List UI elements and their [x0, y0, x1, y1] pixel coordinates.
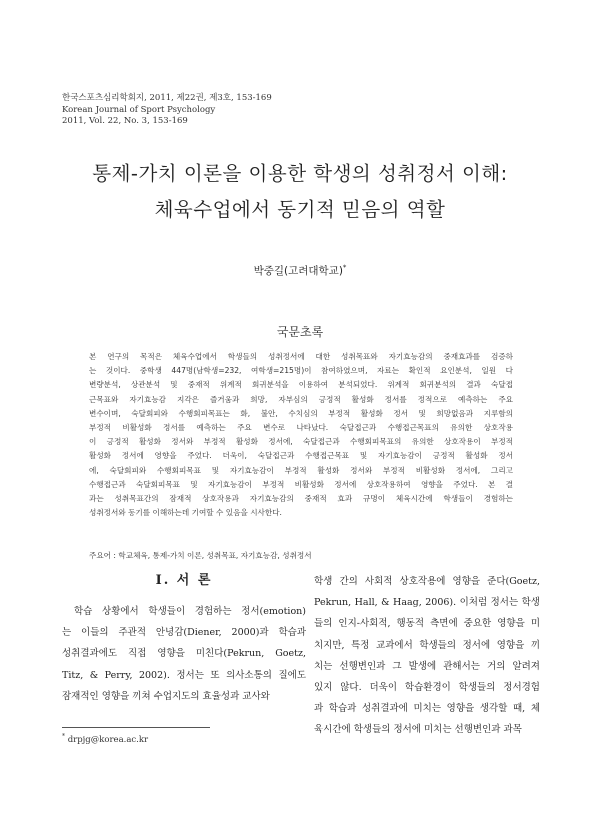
body-left-line: 는 이들의 주관적 안녕감(Diener, 2000)과 학습과	[62, 627, 306, 639]
body-right-line: Pekrun, Hall, & Haag, 2006). 이처럼 정서는 학생	[314, 597, 540, 609]
abstract-line: 활성화 정서에 영향을 주었다. 더욱이, 숙달접근과 수행접근목표 및 자기효능감이 긍정적 활성화 정서	[89, 451, 513, 461]
paper-title-line-1: 통제-가치 이론을 이용한 학생의 성취정서 이해:	[92, 162, 508, 185]
body-right-line: 치는 선행변인과 그 발생에 관해서는 거의 알려져	[314, 660, 540, 672]
paper-title-line-2: 체육수업에서 동기적 믿음의 역할	[154, 198, 446, 221]
abstract-line: 변수이며, 숙달회피와 수행회피목표는 화, 불안, 수치심의 부정적 활성화 정서 및 희망없음과 지루함의	[89, 408, 513, 418]
author-line	[0, 263, 600, 278]
abstract-line: 에, 숙달회피와 수행회피목표 및 자기효능감이 부정적 활성화 정서와 부정적 비활성화 정서에, 그리고	[89, 465, 513, 475]
body-left-line: 잠재적인 영향을 끼쳐 수업지도의 효율성과 교사와	[62, 690, 270, 702]
keywords: 주요어 : 학교체육, 통제-가치 이론, 성취목표, 자기효능감, 성취정서	[89, 551, 312, 560]
body-right-line: 육시간에 학생들의 정서에 미치는 선행변인과 과목	[314, 724, 522, 736]
journal-citation-korean: 한국스포츠심리학회지, 2011, 제22권, 제3호, 153-169	[62, 93, 272, 103]
body-left-line: 학습 상황에서 학생들이 경험하는 정서(emotion)	[74, 606, 306, 617]
abstract-line: 부정적 비활성화 정서를 예측하는 주요 변수로 나타났다. 숙달접근과 수행접근목표의 유의한 상호작용	[89, 423, 513, 433]
abstract-body	[89, 350, 513, 520]
abstract-line: 이 긍정적 활성화 정서와 부정적 활성화 정서에, 숙달접근과 수행회피목표의 유의한 상호작용이 부정적	[89, 437, 513, 447]
journal-citation	[62, 93, 272, 128]
body-column-left	[62, 601, 306, 707]
author-name: 박중길(고려대학교)	[253, 265, 343, 277]
body-column-right	[314, 571, 540, 741]
abstract-line: 는 것이다. 중학생 447명(남학생=232, 여학생=215명)이 참여하였으며, 자료는 확인적 요인분석, 일원 다	[89, 366, 513, 376]
abstract-line: 과는 성취목표간의 잠재적 상호작용과 자기효능감의 중재적 효과 규명이 체육시간에 학생들이 경험하는	[89, 494, 513, 504]
body-right-line: 치지만, 특정 교과에서 학생들의 정서에 영향을 끼	[314, 639, 540, 651]
body-right-line: 있지 않다. 더욱이 학습환경이 학생들의 정서경험	[314, 682, 540, 694]
journal-name-english: Korean Journal of Sport Psychology	[62, 104, 216, 115]
abstract-line: 본 연구의 목적은 체육수업에서 학생들의 성취정서에 대한 성취목표와 자기효능감의 중재효과를 검증하	[89, 352, 513, 361]
footnote-divider	[62, 727, 210, 728]
footnote	[62, 733, 148, 745]
body-right-line: 들의 인지-사회적, 행동적 측면에 중요한 영향을 미	[314, 618, 540, 630]
body-right-line: 학생 간의 사회적 상호작용에 영향을 준다(Goetz,	[314, 576, 540, 587]
abstract-line: 수행접근과 숙달회피목표 및 자기효능감이 부정적 비활성화 정서에 상호작용하여 영향을 주었다. 본 결	[89, 479, 513, 489]
abstract-line: 성취정서와 동기를 이해하는데 기여할 수 있음을 시사한다.	[89, 508, 282, 518]
abstract-line: 근목표와 자기효능감 지각은 즐거움과 희망, 자부심의 긍정적 활성화 정서를 정적으로 예측하는 주요	[89, 394, 513, 404]
body-left-line: 성취결과에도 직접 영향을 미친다(Pekrun, Goetz,	[62, 648, 306, 660]
journal-volume-info: 2011, Vol. 22, No. 3, 153-169	[62, 116, 188, 126]
body-left-line: Titz, & Perry, 2002). 정서는 또 의사소통의 질에도	[62, 669, 306, 681]
author-footnote-mark: *	[342, 263, 347, 272]
abstract-heading: 국문초록	[276, 325, 324, 339]
body-right-line: 과 학습과 성취결과에 미치는 영향을 생각할 때, 체	[314, 703, 540, 715]
footnote-mark: *	[62, 733, 65, 740]
section-heading-introduction: I. 서 론	[155, 573, 213, 588]
abstract-line: 변량분석, 상관분석 및 중재적 위계적 회귀분석을 이용하여 분석되었다. 위계적 회귀분석의 결과 숙달접	[89, 380, 513, 390]
footnote-email: drpjg@korea.ac.kr	[67, 734, 149, 745]
